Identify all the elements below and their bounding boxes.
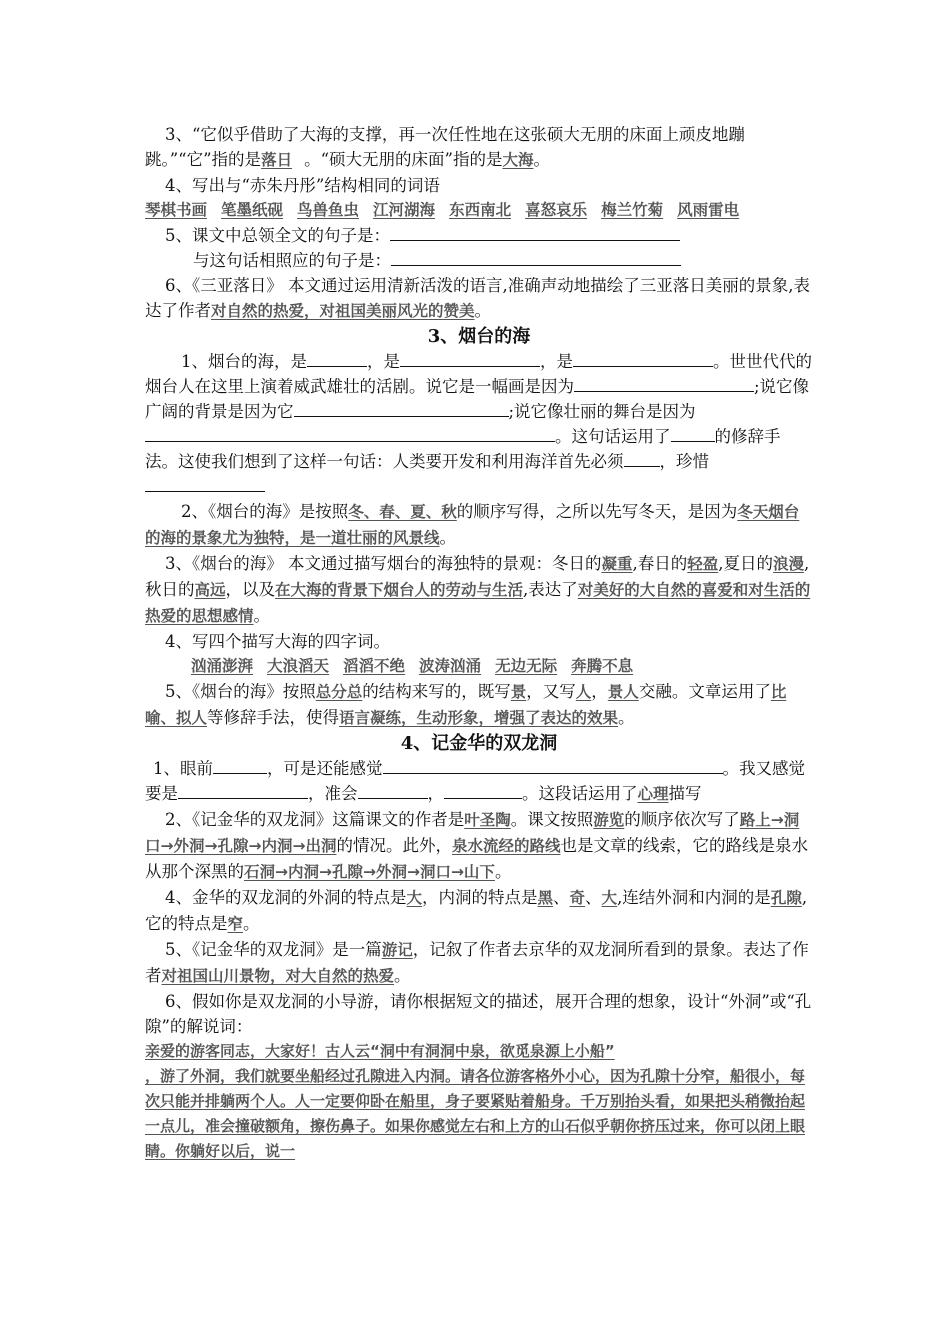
- answer: 叶圣陶: [464, 811, 511, 829]
- blank: [358, 782, 428, 799]
- answer: 在大海的背景下烟台人的劳动与生活: [275, 581, 524, 599]
- word-answer: 滔滔不绝: [343, 657, 406, 675]
- blank: [145, 425, 555, 442]
- s3-q2: 2、《烟台的海》是按照冬、春、夏、秋的顺序写得，之所以先写冬天，是因为冬天烟台的海的景象尤为独特，是一道壮丽的风景线。: [145, 502, 800, 547]
- answer: 对美好的大自然的喜爱和对生活的热爱的思想感情: [145, 581, 811, 625]
- answer: 轻盈: [687, 555, 719, 573]
- s4-q5: 5、《记金华的双龙洞》是一篇游记，记叙了作者去京华的双龙洞所看到的景象。表达了作者对祖国山川景物，对大自然的热爱。: [145, 940, 809, 985]
- answer: 冬天烟台的海的景象尤为独特，是一道壮丽的风景线: [145, 503, 800, 547]
- answer: 对自然的热爱，对祖国美丽风光的赞美: [211, 302, 475, 320]
- s4-q2: 2、《记金华的双龙洞》这篇课文的作者是叶圣陶。课文按照游览的顺序依次写了路上→洞口→外洞→孔隙→内洞→出洞的情况。此外，泉水流经的路线也是文章的线索，它的路线是泉水从那个深黑的石洞→内洞→孔隙→外洞→洞口→山下。: [145, 810, 808, 881]
- blank: [145, 475, 265, 492]
- word-answer: 大浪滔天: [267, 657, 330, 675]
- word-answer: 奔腾不息: [571, 657, 634, 675]
- s3-q4-words: [145, 654, 813, 679]
- answer: 景: [510, 683, 527, 701]
- blank: [390, 224, 680, 241]
- answer: 人: [575, 683, 592, 701]
- word-answer: 梅兰竹菊: [601, 201, 664, 219]
- s4-q6: 6、假如你是双龙洞的小导游，请你根据短文的描述，展开合理的想象，设计“外洞”或“孔隙”的解说词：: [145, 992, 812, 1036]
- answer: 奇: [569, 889, 586, 907]
- blank: [671, 425, 715, 442]
- word-answer: 东西南北: [449, 201, 512, 219]
- answer: 泉水流经的路线: [451, 837, 561, 855]
- answer: 心理: [637, 785, 669, 803]
- blank: [624, 450, 660, 467]
- s2-q4: 4、写出与“赤朱丹彤”结构相同的词语: [165, 176, 440, 195]
- answer: 比喻、拟人: [145, 683, 787, 727]
- s2-q4-words: [145, 198, 813, 223]
- word-answer: 波涛汹涌: [419, 657, 482, 675]
- answer: 石洞→内洞→孔隙→外洞→洞口→山下: [244, 863, 495, 881]
- s4-q4: 4、金华的双龙洞的外洞的特点是大，内洞的特点是黑、奇、大,连结外洞和内洞的是孔隙,它的特点是窄。: [145, 888, 808, 933]
- answer: 大: [406, 889, 423, 907]
- answer: 对祖国山川景物，对大自然的热爱: [161, 967, 395, 985]
- answer: 窄: [227, 915, 244, 933]
- answer: 冬、春、夏、秋: [348, 503, 457, 521]
- guide-text-1: 亲爱的游客同志，大家好！古人云“洞中有洞洞中泉，欲觅泉源上小船”: [145, 1042, 615, 1060]
- word-answer: 琴棋书画: [145, 201, 208, 219]
- blank: [178, 782, 308, 799]
- answer: 大: [601, 889, 618, 907]
- blank: [400, 350, 540, 367]
- answer: 大海: [502, 151, 534, 169]
- blank: [213, 757, 267, 774]
- answer: 景人: [607, 683, 639, 701]
- answer: 凝重: [601, 555, 633, 573]
- answer: 孔隙: [770, 889, 802, 907]
- answer: 语言凝练，生动形象，增强了表达的效果: [339, 709, 619, 727]
- answer: 落日: [261, 151, 293, 169]
- blank: [307, 350, 367, 367]
- s4-q1: 1、眼前 ，可是还能感觉 。我又感觉要是 ，准会 ， 。这段话运用了心理描写: [145, 759, 805, 803]
- answer: 路上→洞口→外洞→孔隙→内洞→出洞: [145, 811, 800, 855]
- s3-q1: 1、烟台的海，是 ，是 ，是 。世世代代的烟台人在这里上演着威武雄壮的活剧。说它是一幅画是因为 ;说它像广阔的背景是因为它 ;说它像壮丽的舞台是因为。这句话运用了 的修辞手法。这使我们想到了这样一句话：人类要开发和利用海洋首先必须 ，珍惜: [145, 349, 813, 499]
- word-answer: 风雨雷电: [677, 201, 740, 219]
- blank: [573, 350, 713, 367]
- answer: 黑: [537, 889, 554, 907]
- s3-q4: 4、写四个描写大海的四字词。: [165, 632, 390, 651]
- section-title: 4、记金华的双龙洞: [400, 733, 558, 754]
- s3-q3: 3、《烟台的海》 本文通过描写烟台的海独特的景观：冬日的凝重,春日的轻盈,夏日的浪漫,秋日的高远，以及在大海的背景下烟台人的劳动与生活,表达了对美好的大自然的喜爱和对生活的热爱的思想感情。: [145, 554, 811, 625]
- blank: [391, 249, 681, 266]
- word-answer: 笔墨纸砚: [221, 201, 284, 219]
- s2-q5a: 5、课文中总领全文的句子是：: [145, 223, 813, 248]
- blank: [444, 782, 522, 799]
- word-answer: 汹涌澎湃: [191, 657, 254, 675]
- word-answer: 鸟兽鱼虫: [297, 201, 360, 219]
- word-answer: 江河湖海: [373, 201, 436, 219]
- answer: 总分总: [315, 683, 363, 701]
- section-title: 3、烟台的海: [427, 326, 531, 347]
- document-page: [145, 122, 813, 1164]
- word-answer: 无边无际: [495, 657, 558, 675]
- answer: 高远: [194, 581, 226, 599]
- blank: [694, 375, 754, 392]
- answer: 游记: [381, 941, 413, 959]
- word-answer: 喜怒哀乐: [525, 201, 588, 219]
- s3-q5: 5、《烟台的海》按照总分总的结构来写的，既写景，又写人，景人交融。文章运用了比喻、拟人等修辞手法，使得语言凝练，生动形象，增强了表达的效果。: [145, 682, 787, 727]
- s2-q6: 6、《三亚落日》 本文通过运用清新活泼的语言,准确声动地描绘了三亚落日美丽的景象,表达了作者对自然的热爱，对祖国美丽风光的赞美。: [145, 276, 810, 320]
- answer: 游览: [593, 811, 625, 829]
- blank: [294, 400, 509, 417]
- guide-text-2: ，游了外洞，我们就要坐船经过孔隙进入内洞。请各位游客格外小心，因为孔隙十分窄，船很小，每次只能并排躺两个人。人一定要仰卧在船里，身子要紧贴着船身。千万别抬头看，如果把头稍微抬起一点儿，准会撞破额角，擦伤鼻子。如果你感觉左右和上方的山石似乎朝你挤压过来，你可以闭上眼睛。你躺好以后，说一: [145, 1067, 806, 1160]
- s2-q5b: 与这句话相照应的句子是：: [145, 248, 813, 273]
- blank: [383, 757, 723, 774]
- answer: 浪漫: [773, 555, 805, 573]
- blank: [574, 375, 694, 392]
- s2-q3: 3、“它似乎借助了大海的支撑，再一次任性地在这张硕大无朋的床面上顽皮地蹦跳。”“它”指的是落日 。“硕大无朋的床面”指的是大海。: [145, 125, 745, 169]
